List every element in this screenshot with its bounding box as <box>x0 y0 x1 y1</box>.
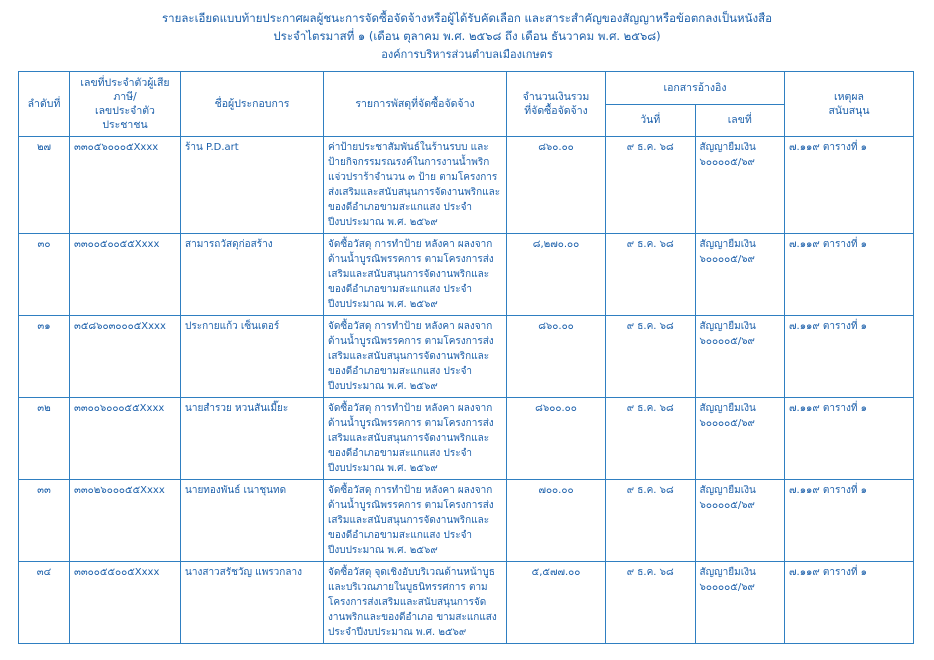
cell-ref-date: ๙ ธ.ค. ๖๘ <box>606 137 696 234</box>
cell-reason: ๗.๑๑๙ ตารางที่ ๑ <box>785 137 914 234</box>
cell-operator: ร้าน P.D.art <box>181 137 324 234</box>
cell-description: ค่าป้ายประชาสัมพันธ์ในร้านรบบ และป้ายกิจกรรมรณรงค์ในการงานน้ำพริกแจ่วปราร้าจำนวน ๓ ป้าย ตามโครงการส่งเสริมและสนับสนุนการจัดงานพริกและของดีอำเภอขามสะแกแสง ประจำปีงบประมาณ พ.ศ. ๒๕๖๙ <box>324 137 507 234</box>
cell-ref-date: ๙ ธ.ค. ๖๘ <box>606 562 696 644</box>
cell-reason: ๗.๑๑๙ ตารางที่ ๑ <box>785 480 914 562</box>
cell-reason: ๗.๑๑๙ ตารางที่ ๑ <box>785 316 914 398</box>
cell-taxid: ๓๓๐๒๖๐๐๐๕๕Xxxx <box>70 480 181 562</box>
cell-operator: นายสำรวย หวนสันเมี๊ยะ <box>181 398 324 480</box>
procurement-table <box>18 71 914 645</box>
cell-operator: นางสาวสรัชวัญ แพรวกลาง <box>181 562 324 644</box>
cell-amount: ๘๖๐.๐๐ <box>507 137 606 234</box>
cell-no: ๓๔ <box>19 562 70 644</box>
cell-operator: ประกายแก้ว เซ็นเตอร์ <box>181 316 324 398</box>
cell-description: จัดซื้อวัสดุ จุดเชิงอับบริเวณด้านหน้าบูธและบริเวณภายในบูธนิทรรศการ ตามโครงการส่งเสริมและสนับสนุนการจัดงานพริกและของดีอำเภอ ขามสะแกแสง ประจำปีงบประมาณ พ.ศ. ๒๕๖๙ <box>324 562 507 644</box>
column-header-reason <box>785 71 914 137</box>
table-row <box>19 480 914 562</box>
cell-taxid: ๓๓๐๕๖๐๐๐๕Xxxx <box>70 137 181 234</box>
column-header-ref-date: วันที่ <box>606 104 696 137</box>
cell-description: จัดซื้อวัสดุ การทำป้าย หลังคา ผลงจาก ด้านน้ำบูรณิพรรคการ ตามโครงการส่งเสริมและสนับสนุนการจัดงานพริกและของดีอำเภอขามสะแกแสง ประจำปีงบประมาณ พ.ศ. ๒๕๖๙ <box>324 316 507 398</box>
cell-no: ๓๒ <box>19 398 70 480</box>
table-header-row <box>19 71 914 104</box>
cell-no: ๓๓ <box>19 480 70 562</box>
table-row <box>19 316 914 398</box>
table-body <box>19 137 914 644</box>
column-header-amount <box>507 71 606 137</box>
column-header-amount-line1: จำนวนเงินรวม <box>522 90 590 103</box>
cell-taxid: ๓๓๐๐๖๐๐๐๕๕Xxxx <box>70 398 181 480</box>
column-header-no: ลำดับที่ <box>19 71 70 137</box>
cell-ref-date: ๙ ธ.ค. ๖๘ <box>606 234 696 316</box>
document-header <box>18 10 916 63</box>
cell-taxid: ๓๓๐๐๕๐๐๕๕Xxxx <box>70 234 181 316</box>
cell-taxid: ๓๓๐๐๕๕๐๐๕Xxxx <box>70 562 181 644</box>
cell-description: จัดซื้อวัสดุ การทำป้าย หลังคา ผลงจาก ด้านน้ำบูรณิพรรคการ ตามโครงการส่งเสริมและสนับสนุนการจัดงานพริกและของดีอำเภอขามสะแกแสง ประจำปีงบประมาณ พ.ศ. ๒๕๖๙ <box>324 234 507 316</box>
column-header-operator: ชื่อผู้ประกอบการ <box>181 71 324 137</box>
column-header-taxid-line1: เลขที่ประจำตัวผู้เสียภาษี/ <box>80 76 170 103</box>
table-row <box>19 562 914 644</box>
cell-reason: ๗.๑๑๙ ตารางที่ ๑ <box>785 234 914 316</box>
cell-amount: ๕,๕๗๗.๐๐ <box>507 562 606 644</box>
cell-ref-no: สัญญายืมเงิน ๖๐๐๐๐๕/๖๙ <box>695 480 785 562</box>
column-header-amount-line2: ที่จัดซื้อจัดจ้าง <box>524 105 588 118</box>
cell-ref-no: สัญญายืมเงิน ๖๐๐๐๐๕/๖๙ <box>695 562 785 644</box>
cell-ref-no: สัญญายืมเงิน ๖๐๐๐๐๕/๖๙ <box>695 316 785 398</box>
header-line-1: รายละเอียดแบบท้ายประกาศผลผู้ชนะการจัดซื้อจัดจ้างหรือผู้ได้รับคัดเลือก และสาระสำคัญของสัญญาหรือข้อตกลงเป็นหนังสือ <box>162 11 772 25</box>
table-row <box>19 398 914 480</box>
cell-amount: ๘๖๐๐.๐๐ <box>507 398 606 480</box>
table-row <box>19 234 914 316</box>
cell-description: จัดซื้อวัสดุ การทำป้าย หลังคา ผลงจาก ด้านน้ำบูรณิพรรคการ ตามโครงการส่งเสริมและสนับสนุนการจัดงานพริกและของดีอำเภอขามสะแกแสง ประจำปีงบประมาณ พ.ศ. ๒๕๖๙ <box>324 480 507 562</box>
cell-reason: ๗.๑๑๙ ตารางที่ ๑ <box>785 562 914 644</box>
cell-description: จัดซื้อวัสดุ การทำป้าย หลังคา ผลงจาก ด้านน้ำบูรณิพรรคการ ตามโครงการส่งเสริมและสนับสนุนการจัดงานพริกและของดีอำเภอขามสะแกแสง ประจำปีงบประมาณ พ.ศ. ๒๕๖๙ <box>324 398 507 480</box>
cell-ref-no: สัญญายืมเงิน ๖๐๐๐๐๕/๖๙ <box>695 137 785 234</box>
cell-ref-no: สัญญายืมเงิน ๖๐๐๐๐๕/๖๙ <box>695 398 785 480</box>
cell-ref-date: ๙ ธ.ค. ๖๘ <box>606 480 696 562</box>
cell-reason: ๗.๑๑๙ ตารางที่ ๑ <box>785 398 914 480</box>
cell-taxid: ๓๕๘๖๐๓๐๐๐๕Xxxx <box>70 316 181 398</box>
table-header <box>19 71 914 137</box>
cell-no: ๓๑ <box>19 316 70 398</box>
column-header-taxid <box>70 71 181 137</box>
column-header-reason-line2: สนับสนุน <box>828 105 870 118</box>
column-header-ref-no: เลขที่ <box>695 104 785 137</box>
cell-amount: ๘๖๐.๐๐ <box>507 316 606 398</box>
column-header-description: รายการพัสดุที่จัดซื้อจัดจ้าง <box>324 71 507 137</box>
cell-no: ๓๐ <box>19 234 70 316</box>
cell-amount: ๗๐๐.๐๐ <box>507 480 606 562</box>
column-header-reason-line1: เหตุผล <box>834 90 864 103</box>
header-line-2: ประจำไตรมาสที่ ๑ (เดือน ตุลาคม พ.ศ. ๒๕๖๘ ถึง เดือน ธันวาคม พ.ศ. ๒๕๖๘) <box>273 28 661 43</box>
cell-ref-date: ๙ ธ.ค. ๖๘ <box>606 398 696 480</box>
column-header-reference: เอกสารอ้างอิง <box>606 71 785 104</box>
cell-ref-date: ๙ ธ.ค. ๖๘ <box>606 316 696 398</box>
cell-operator: นายทองพันธ์ เนาชุนทด <box>181 480 324 562</box>
cell-ref-no: สัญญายืมเงิน ๖๐๐๐๐๕/๖๙ <box>695 234 785 316</box>
header-line-3: องค์การบริหารส่วนตำบลเมืองเกษตร <box>381 47 553 61</box>
column-header-taxid-line2: เลขประจำตัวประชาชน <box>95 105 155 132</box>
cell-no: ๒๗ <box>19 137 70 234</box>
table-row <box>19 137 914 234</box>
cell-amount: ๘,๒๗๐.๐๐ <box>507 234 606 316</box>
cell-operator: สามารถวัสดุก่อสร้าง <box>181 234 324 316</box>
